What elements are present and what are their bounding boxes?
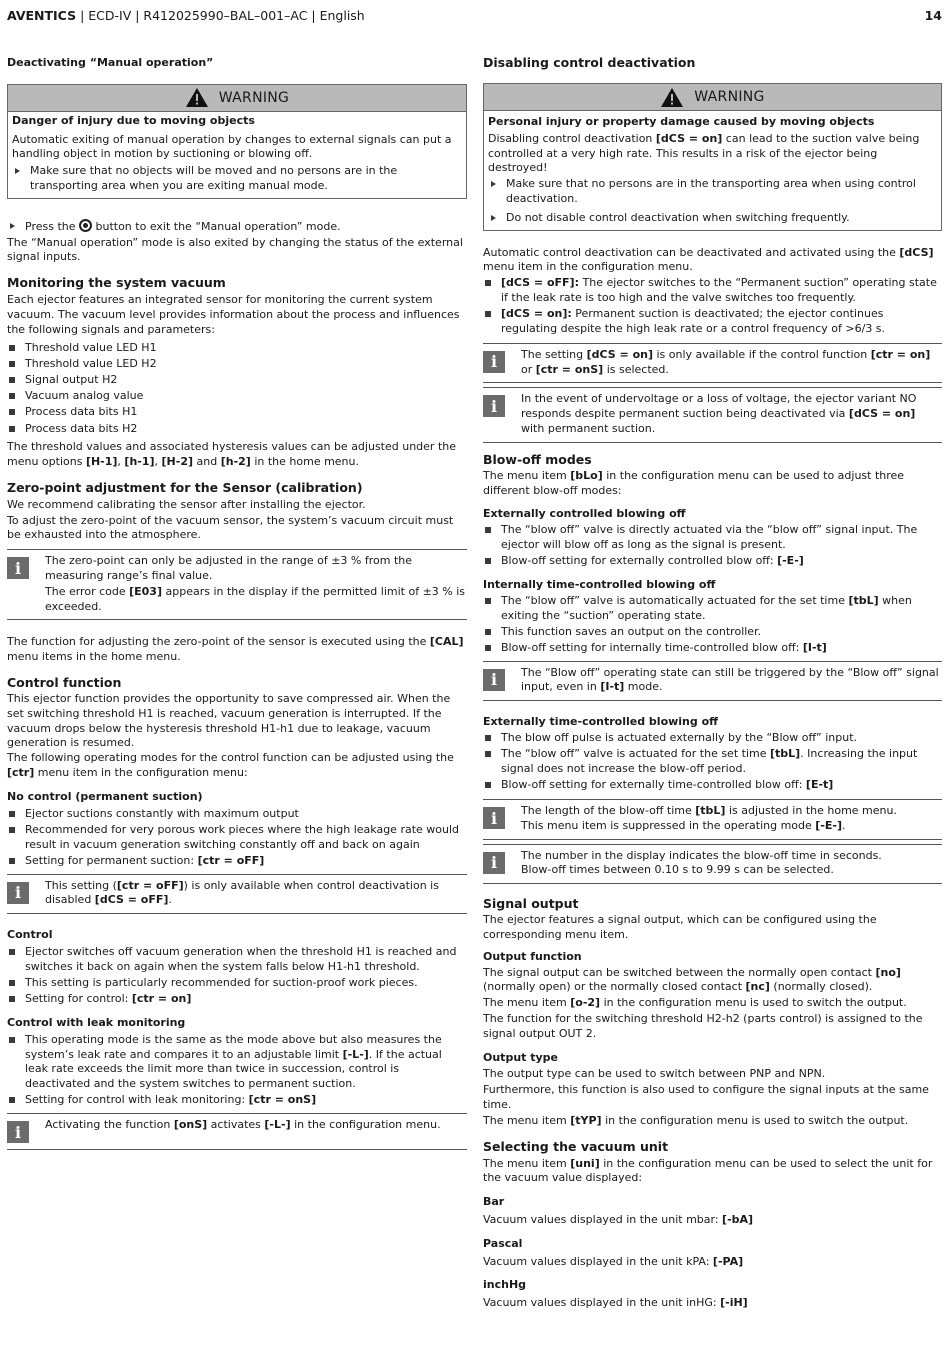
paragraph: The menu item [tYP] in the configuration menu is used to switch the output. xyxy=(483,1113,909,1127)
info-note: i The zero-point can only be adjusted in the range of ±3 % from the measuring range’s final value. The error code [E03] appears in the display if the permitted limit of ±3 % is exceeded. xyxy=(7,549,467,620)
no-control-list xyxy=(7,807,467,869)
info-icon: i xyxy=(483,852,505,874)
paragraph: The output type can be used to switch between PNP and NPN. xyxy=(483,1067,826,1081)
info-icon: i xyxy=(7,1121,29,1143)
list-item: Ejector suctions constantly with maximum output xyxy=(7,807,467,822)
info-icon: i xyxy=(483,807,505,829)
list-item: The “blow off” valve is directly actuated via the “blow off” signal input. The ejector will blow off as long as the signal is present. xyxy=(483,523,942,553)
warning-box-manual xyxy=(7,84,467,199)
int-list xyxy=(483,594,942,656)
doc-id: | ECD-IV | R412025990–BAL–001–AC | English xyxy=(76,8,365,23)
ext-list xyxy=(483,523,942,569)
list-item: [dCS = on]: Permanent suction is deactivated; the ejector continues regulating despite the high leak rate or a control frequency of >6/3 s. xyxy=(483,307,942,337)
paragraph: This ejector function provides the opportunity to save compressed air. When the set switching threshold H1 is reached, vacuum generation is interrupted. If the vacuum drops below the hysteresis threshold H1-h1 due to leakage, vacuum generation is resumed. xyxy=(7,692,451,750)
brand-name: AVENTICS xyxy=(7,8,77,23)
list-item: Signal output H2 xyxy=(7,373,467,388)
info-note: i Activating the function [onS] activates [-L-] in the configuration menu. xyxy=(7,1113,467,1150)
list-item: Press the button to exit the “Manual operation” mode. xyxy=(7,219,467,235)
section-title-signal-output: Signal output xyxy=(483,896,579,912)
list-item: Make sure that no objects will be moved and no persons are in the transporting area when you are exiting manual mode. xyxy=(12,164,462,194)
subsection-title-control: Control xyxy=(7,928,53,942)
page-number: 14 xyxy=(924,8,942,23)
subsection-title-ext2: Externally time-controlled blowing off xyxy=(483,715,719,729)
paragraph: Furthermore, this function is also used to configure the signal inputs at the same time. xyxy=(483,1083,929,1111)
warning-header xyxy=(8,85,466,112)
dcs-list xyxy=(483,276,942,337)
list-item: This function saves an output on the controller. xyxy=(483,625,942,640)
info-icon: i xyxy=(483,669,505,691)
warning-list xyxy=(488,177,937,225)
list-item: Blow-off setting for externally time-controlled blow off: [E-t] xyxy=(483,778,942,793)
list-item: Recommended for very porous work pieces where the high leakage rate would result in vacuum generation switching constantly off and back on again xyxy=(7,823,467,853)
warning-list xyxy=(12,164,462,194)
control-list xyxy=(7,945,467,1007)
info-icon: i xyxy=(483,395,505,417)
warning-label: WARNING xyxy=(694,89,765,105)
paragraph: Vacuum values displayed in the unit inHG: [-iH] xyxy=(483,1296,748,1310)
list-item: This operating mode is the same as the mode above but also measures the system’s leak rate and compares it to an adjustable limit [-L-]. If the actual leak rate exceeds the limit more than twice in succession, control is deactivated and the system switches to permanent suction. xyxy=(7,1033,467,1092)
monitoring-list xyxy=(7,341,467,437)
list-item: Ejector switches off vacuum generation when the threshold H1 is reached and switches it back on again when the system falls below H1-h1 threshold. xyxy=(7,945,467,975)
section-title-disabling: Disabling control deactivation xyxy=(483,55,696,70)
section-title-zero-point: Zero-point adjustment for the Sensor (calibration) xyxy=(7,479,363,495)
list-item: Setting for control: [ctr = on] xyxy=(7,992,467,1007)
list-item: Do not disable control deactivation when switching frequently. xyxy=(488,211,937,226)
paragraph: The function for adjusting the zero-point of the sensor is executed using the [CAL] menu items in the home menu. xyxy=(7,635,464,664)
paragraph: Each ejector features an integrated sensor for monitoring the current system vacuum. The vacuum level provides information about the process and influences the following signals and parameters: xyxy=(7,293,460,336)
list-item: Process data bits H2 xyxy=(7,422,467,437)
subsection-title-leak: Control with leak monitoring xyxy=(7,1015,186,1029)
list-item: Threshold value LED H1 xyxy=(7,341,467,356)
paragraph: The threshold values and associated hysteresis values can be adjusted under the menu options [H-1], [h-1], [H-2] and [h-2] in the home menu. xyxy=(7,440,456,469)
info-icon: i xyxy=(7,882,29,904)
list-item: Blow-off setting for internally time-controlled blow off: [I-t] xyxy=(483,641,942,656)
list-item: The “blow off” valve is actuated for the set time [tbL]. Increasing the input signal does not increase the blow-off period. xyxy=(483,747,942,777)
mode-button-icon xyxy=(79,219,92,232)
instruction-list xyxy=(7,219,467,235)
info-note: i In the event of undervoltage or a loss of voltage, the ejector variant NO responds despite permanent suction being deactivated via [dCS = on] with permanent suction. xyxy=(483,387,942,442)
subsection-title-ext: Externally controlled blowing off xyxy=(483,507,686,521)
list-item: Threshold value LED H2 xyxy=(7,357,467,372)
list-item: Setting for control with leak monitoring: [ctr = onS] xyxy=(7,1093,467,1108)
paragraph: The ejector features a signal output, which can be configured using the corresponding menu item. xyxy=(483,913,877,942)
paragraph: Vacuum values displayed in the unit mbar: [-bA] xyxy=(483,1212,754,1226)
paragraph: The following operating modes for the control function can be adjusted using the [ctr] menu item in the configuration menu: xyxy=(7,751,454,780)
list-item: [dCS = oFF]: The ejector switches to the “Permanent suction” operating state if the leak rate is too high and the valve switches too frequently. xyxy=(483,276,942,306)
list-item: The blow off pulse is actuated externally by the “Blow off” input. xyxy=(483,731,942,746)
subsection-title-inchhg: inchHg xyxy=(483,1278,527,1292)
warning-text: Disabling control deactivation [dCS = on] can lead to the suction valve being controlled at a very high rate. This results in a risk of the ejector being destroyed! xyxy=(488,131,920,175)
list-item: Setting for permanent suction: [ctr = oFF] xyxy=(7,854,467,869)
section-title-control-function: Control function xyxy=(7,675,122,691)
paragraph: The menu item [o-2] in the configuration menu is used to switch the output. xyxy=(483,996,907,1010)
subsection-title-output-function: Output function xyxy=(483,949,582,963)
leak-list xyxy=(7,1033,467,1108)
info-note: i The length of the blow-off time [tbL] is adjusted in the home menu. This menu item is suppressed in the operating mode [-E-]. xyxy=(483,799,942,840)
warning-label: WARNING xyxy=(218,89,290,106)
warning-icon xyxy=(185,87,209,108)
section-title-vacuum-unit: Selecting the vacuum unit xyxy=(483,1138,669,1154)
section-title-monitoring: Monitoring the system vacuum xyxy=(7,275,226,291)
subsection-title-no-control: No control (permanent suction) xyxy=(7,789,203,803)
page-header xyxy=(7,8,942,24)
paragraph: The “Manual operation” mode is also exited by changing the status of the external signal inputs. xyxy=(7,235,463,264)
list-item: The “blow off” valve is automatically actuated for the set time [tbL] when exiting the “suction” operating state. xyxy=(483,594,942,624)
list-item: Vacuum analog value xyxy=(7,389,467,404)
subsection-title-int: Internally time-controlled blowing off xyxy=(483,577,716,591)
ext2-list xyxy=(483,731,942,793)
list-item: Make sure that no persons are in the transporting area when using control deactivation. xyxy=(488,177,937,207)
paragraph: Automatic control deactivation can be deactivated and activated using the [dCS] menu item in the configuration menu. xyxy=(483,245,934,274)
info-note: i The number in the display indicates the blow-off time in seconds. Blow-off times between 0.10 s to 9.99 s can be selected. xyxy=(483,844,942,885)
subsection-title-bar: Bar xyxy=(483,1195,505,1209)
paragraph: We recommend calibrating the sensor after installing the ejector. xyxy=(7,497,366,511)
info-icon: i xyxy=(7,557,29,579)
paragraph: The menu item [uni] in the configuration menu can be used to select the unit for the vacuum value displayed: xyxy=(483,1156,933,1185)
warning-text: Automatic exiting of manual operation by changes to external signals can put a handling object in motion by suctioning or blowing off. xyxy=(12,132,452,161)
section-title-deactivating: Deactivating “Manual operation” xyxy=(7,56,214,69)
right-column xyxy=(483,52,942,1311)
warning-box-disabling xyxy=(483,83,942,231)
list-item: Process data bits H1 xyxy=(7,405,467,420)
info-note: i The “Blow off” operating state can still be triggered by the “Blow off” signal input, even in [I-t] mode. xyxy=(483,661,942,702)
left-column xyxy=(7,52,467,1150)
paragraph: To adjust the zero-point of the vacuum sensor, the system’s vacuum circuit must be exhausted into the atmosphere. xyxy=(7,513,454,542)
warning-title: Danger of injury due to moving objects xyxy=(12,113,255,127)
paragraph: The signal output can be switched between the normally open contact [no] (normally open) or the normally closed contact [nc] (normally closed). xyxy=(483,965,901,994)
paragraph: The menu item [bLo] in the configuration menu can be used to adjust three different blow-off modes: xyxy=(483,468,905,497)
info-note: i This setting ([ctr = oFF]) is only available when control deactivation is disabled [dCS = oFF]. xyxy=(7,874,467,915)
subsection-title-pascal: Pascal xyxy=(483,1236,523,1250)
subsection-title-output-type: Output type xyxy=(483,1050,558,1064)
paragraph: Vacuum values displayed in the unit kPA: [-PA] xyxy=(483,1254,744,1268)
paragraph: The function for the switching threshold H2-h2 (parts control) is assigned to the signal output OUT 2. xyxy=(483,1012,923,1040)
list-item: Blow-off setting for externally controlled blow off: [-E-] xyxy=(483,554,942,569)
info-note: i The setting [dCS = on] is only available if the control function [ctr = on] or [ctr = onS] is selected. xyxy=(483,343,942,384)
warning-icon xyxy=(660,87,684,108)
info-icon: i xyxy=(483,351,505,373)
list-item: This setting is particularly recommended for suction-proof work pieces. xyxy=(7,976,467,991)
warning-header xyxy=(484,84,941,111)
section-title-blow-off: Blow-off modes xyxy=(483,451,592,467)
warning-title: Personal injury or property damage caused by moving objects xyxy=(488,115,875,128)
